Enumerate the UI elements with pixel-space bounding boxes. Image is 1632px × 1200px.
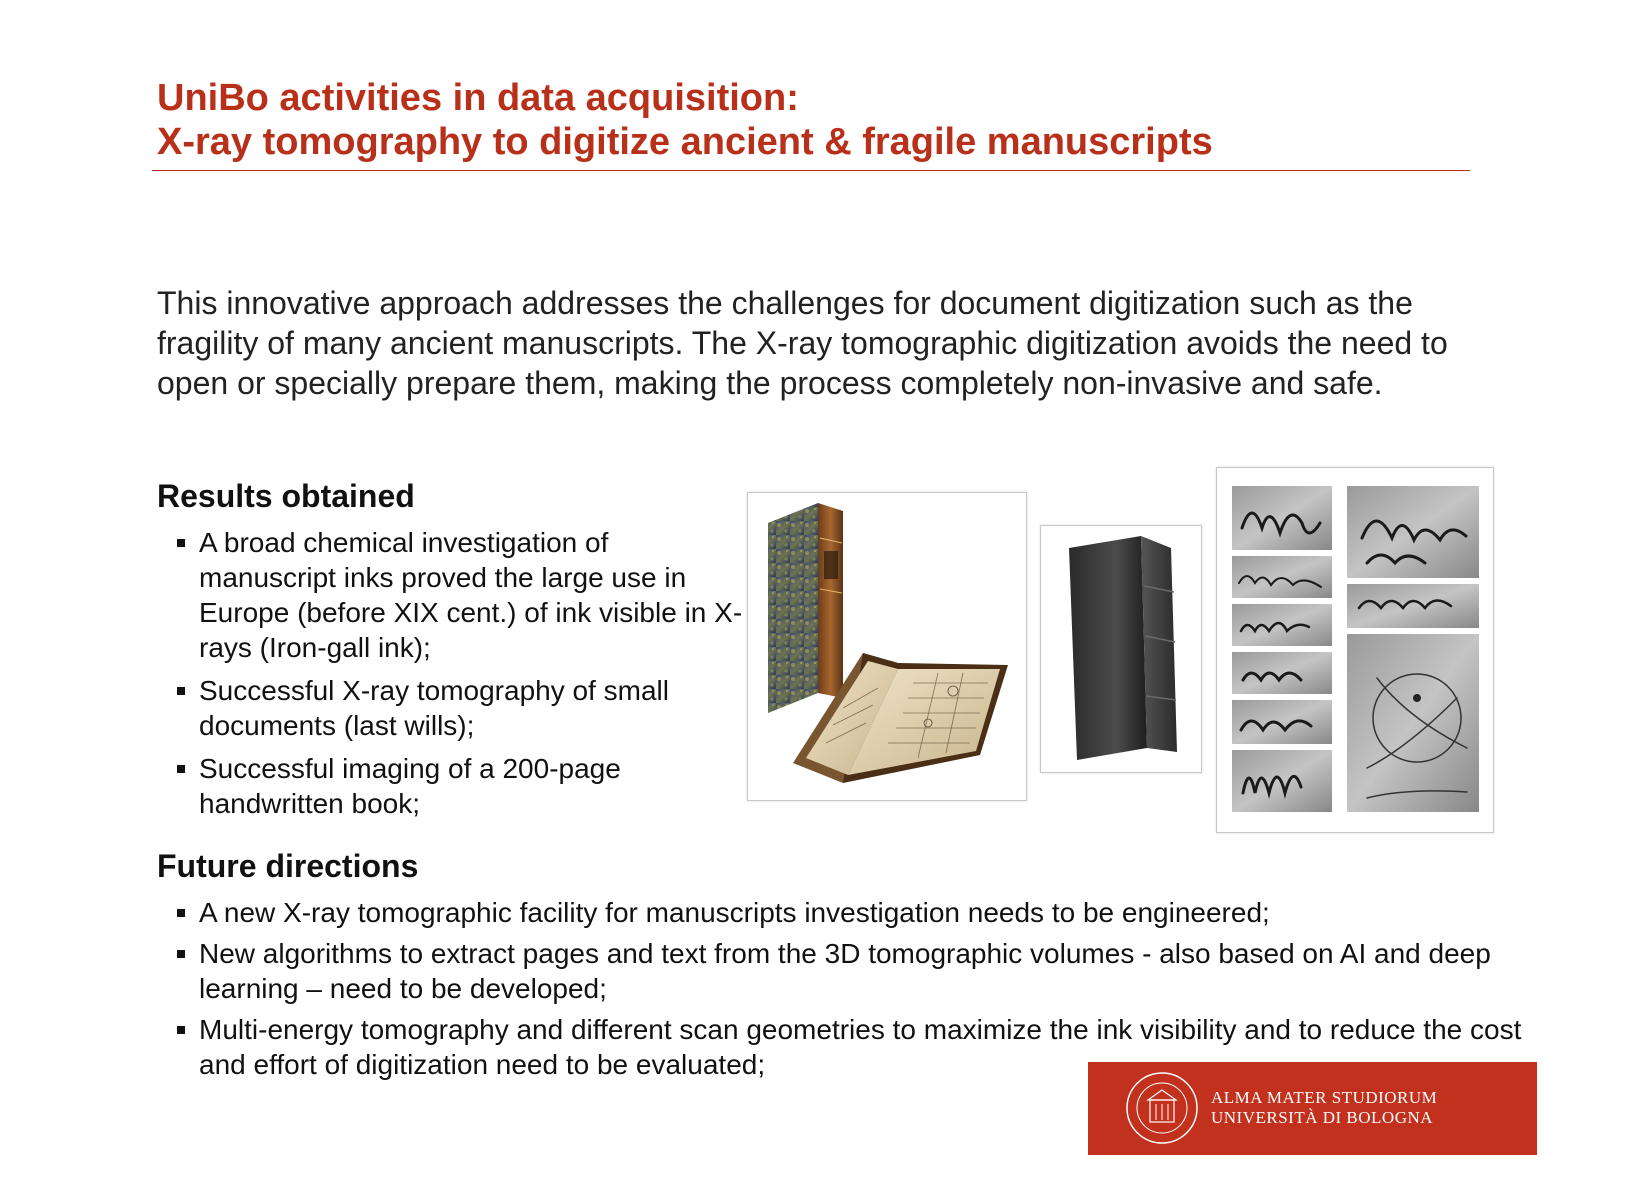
university-seal-icon	[1124, 1070, 1200, 1146]
list-item: Successful imaging of a 200-page handwritten book;	[163, 751, 753, 821]
future-list	[163, 895, 1523, 1088]
xray-handwriting-crops-image	[1216, 467, 1494, 833]
xray-book-volume-image	[1040, 525, 1202, 773]
bullet-square-icon	[177, 765, 185, 773]
title-line-2: X-ray tomography to digitize ancient & fragile manuscripts	[157, 121, 1213, 163]
bullet-square-icon	[177, 687, 185, 695]
results-list	[163, 525, 753, 829]
list-item: A new X-ray tomographic facility for manuscripts investigation needs to be engineered;	[163, 895, 1523, 930]
title-underline	[152, 170, 1470, 171]
bullet-square-icon	[177, 539, 185, 547]
manuscript-book-photo	[747, 492, 1027, 801]
logo-line-2: UNIVERSITÀ DI BOLOGNA	[1211, 1108, 1434, 1127]
slide-title	[157, 76, 1477, 164]
intro-paragraph: This innovative approach addresses the challenges for document digitization such as the fragility of many ancient manuscripts. The X-ray tomographic digitization avoids the need to open or specially prepare them, making the process completely non-invasive and safe.	[157, 285, 1448, 401]
list-item: Multi-energy tomography and different scan geometries to maximize the ink visibility and to reduce the cost and effort of digitization need to be evaluated;	[163, 1012, 1523, 1082]
bullet-square-icon	[177, 909, 185, 917]
bullet-square-icon	[177, 950, 185, 958]
list-item: New algorithms to extract pages and text from the 3D tomographic volumes - also based on AI and deep learning – need to be developed;	[163, 936, 1523, 1006]
title-line-1: UniBo activities in data acquisition:	[157, 77, 799, 119]
university-logo	[1088, 1062, 1537, 1155]
results-heading: Results obtained	[157, 478, 415, 514]
future-heading: Future directions	[157, 848, 419, 884]
logo-line-1: ALMA MATER STUDIORUM	[1211, 1088, 1438, 1107]
university-name	[1211, 1088, 1437, 1128]
list-item: Successful X-ray tomography of small documents (last wills);	[163, 673, 753, 743]
bullet-square-icon	[177, 1026, 185, 1034]
list-item: A broad chemical investigation of manuscript inks proved the large use in Europe (before XIX cent.) of ink visible in X-rays (Iron-gall ink);	[163, 525, 753, 665]
